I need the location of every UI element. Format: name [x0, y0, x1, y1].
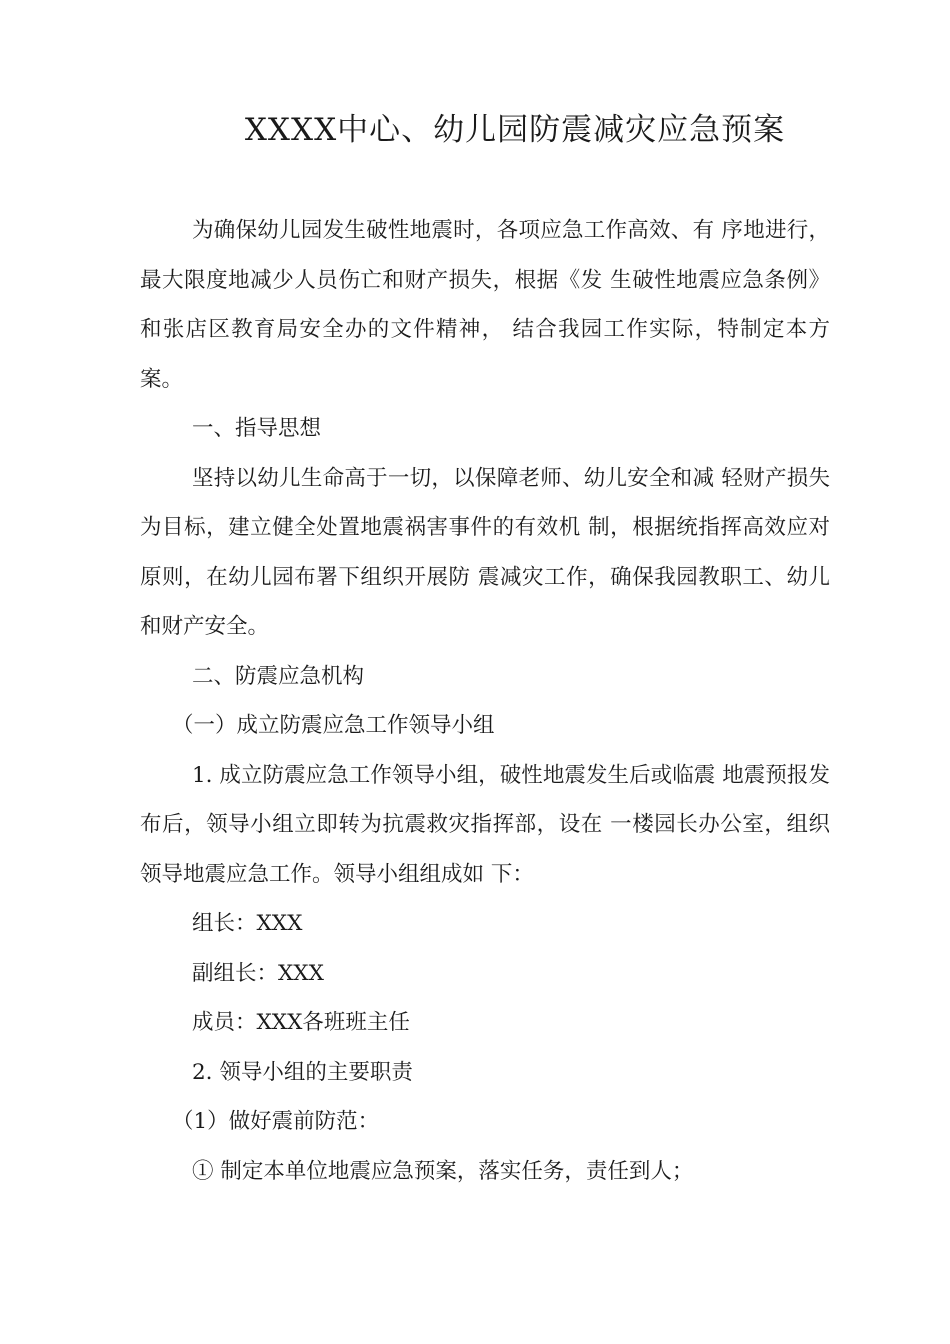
members-line: 成员：XXX各班班主任	[192, 1010, 410, 1035]
deputy-leader-line: 副组长：XXX	[192, 960, 324, 986]
guiding-ideology-paragraph: 坚持以幼儿生命高于一切，以保障老师、幼儿安全和减 轻财产损失为目标，建立健全处置地震祸害事件的有效机 制，根据统指挥高效应对原则，在幼儿园布署下组织开展防 震减灾工作，确保我园教职工、幼儿和财产安全。	[140, 465, 830, 639]
duty-item-1: ① 制定本单位地震应急预案，落实任务，责任到人；	[192, 1158, 694, 1184]
pre-quake-prevention-heading: （1）做好震前防范：	[172, 1109, 380, 1134]
document-title: XXXX中心、幼儿园防震减灾应急预案	[244, 112, 786, 148]
intro-paragraph: 为确保幼儿园发生破性地震时，各项应急工作高效、有 序地进行，最大限度地减少人员伤亡和财产损失，根据《发 生破性地震应急条例》和张店区教育局安全办的文件精神， 结合我园工作实际，特制定本方案。	[140, 218, 830, 392]
subsection-heading-leading-group: （一）成立防震应急工作领导小组	[172, 713, 495, 738]
group-leader-line: 组长：XXX	[192, 911, 303, 936]
document-body	[140, 206, 830, 1196]
section-heading-emergency-organization: 二、防震应急机构	[192, 663, 365, 689]
section-heading-guiding-ideology: 一、指导思想	[192, 416, 322, 441]
duties-heading: 2. 领导小组的主要职责	[192, 1059, 413, 1085]
leading-group-paragraph: 1. 成立防震应急工作领导小组，破性地震发生后或临震 地震预报发布后，领导小组立即转为抗震救灾指挥部，设在 一楼园长办公室，组织领导地震应急工作。领导小组组成如 下：	[140, 762, 830, 887]
